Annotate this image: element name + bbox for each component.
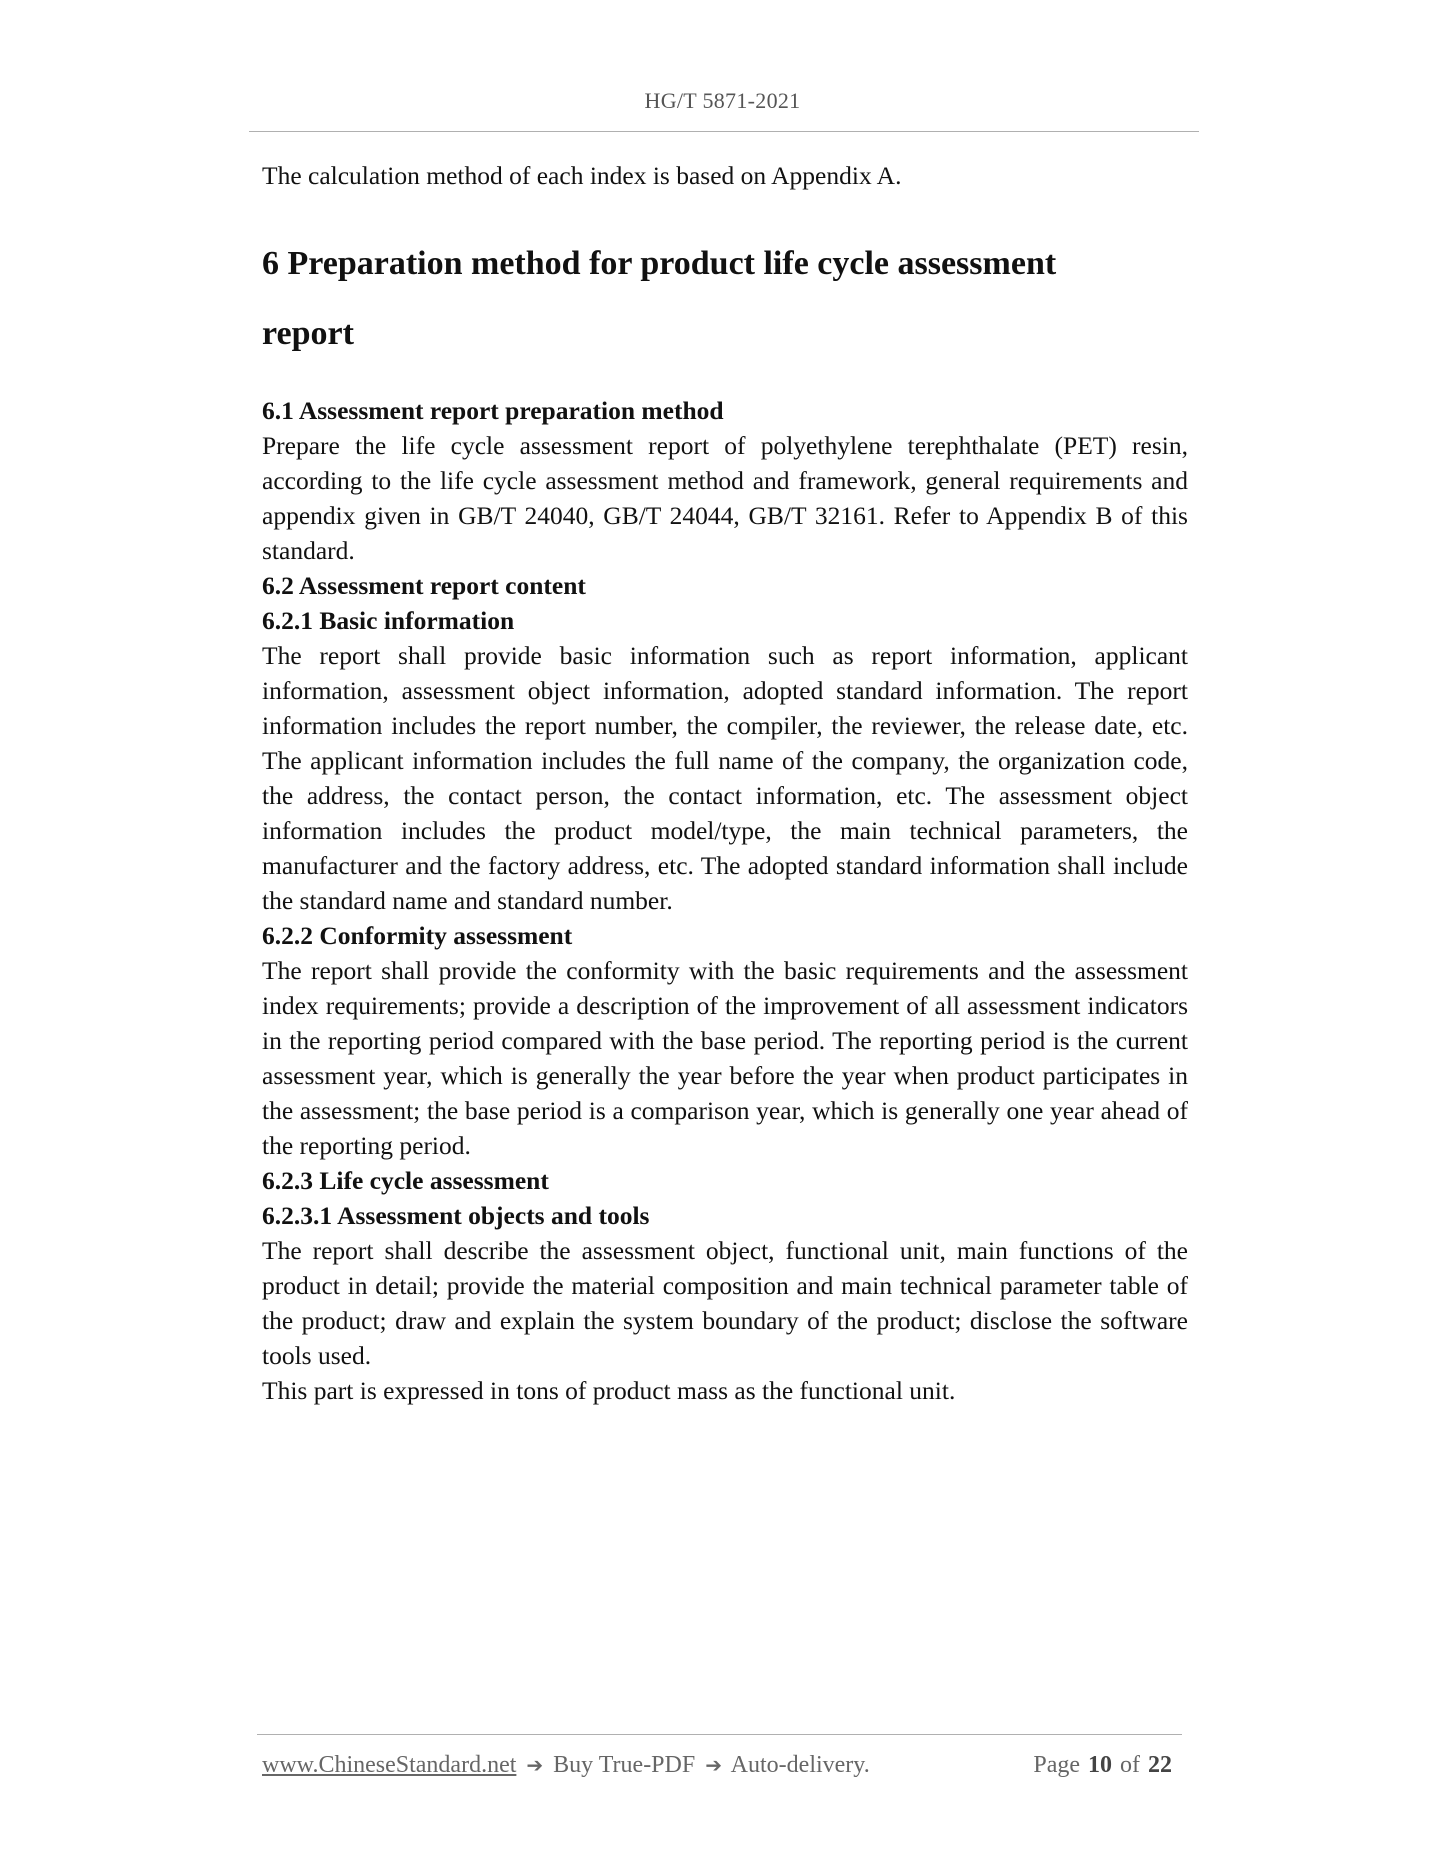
paragraph-6-2-2: The report shall provide the conformity with the basic requirements and the assessment index requirements; provide a description of the improvement of all assessment indicators in the reporting period compared with the base period. The reporting period is the current assessment year, which is generally the year before the year when product participates in the assessment; the base period is a comparison year, which is generally one year ahead of the reporting period.	[262, 956, 1188, 1160]
page-total: 22	[1148, 1752, 1172, 1778]
page-current: 10	[1088, 1752, 1112, 1778]
header-divider	[249, 131, 1199, 132]
delivery-text: Auto-delivery.	[730, 1752, 870, 1778]
section-6-title	[262, 229, 1188, 369]
paragraph-6-2-3-1: The report shall describe the assessment object, functional unit, main functions of the product in detail; provide the material composition and main technical parameter table of the product; draw and explain the system boundary of the product; disclose the software tools used.	[262, 1236, 1188, 1370]
section-6-title-line1: 6 Preparation method for product life cycle assessment	[262, 245, 1057, 282]
page-content	[262, 158, 1188, 1408]
heading-6-2-1: 6.2.1 Basic information	[262, 606, 515, 635]
footer-divider	[257, 1734, 1182, 1735]
footer	[262, 1752, 1180, 1779]
page-label: Page	[1033, 1752, 1080, 1778]
heading-6-2-3-1: 6.2.3.1 Assessment objects and tools	[262, 1201, 650, 1230]
site-link[interactable]: www.ChineseStandard.net	[262, 1752, 517, 1778]
paragraph-6-1: Prepare the life cycle assessment report of polyethylene terephthalate (PET) resin, according to the life cycle assessment method and framework, general requirements and appendix given in GB/T 24040, GB/T 24044, GB/T 32161. Refer to Appendix B of this standard.	[262, 431, 1188, 565]
heading-6-1: 6.1 Assessment report preparation method	[262, 396, 724, 425]
paragraph-6-2-3-1-functional-unit: This part is expressed in tons of product mass as the functional unit.	[262, 1376, 956, 1405]
buy-text: Buy True-PDF	[553, 1752, 696, 1778]
footer-left	[262, 1752, 870, 1779]
right-arrow-icon: ➔	[705, 1753, 722, 1777]
section-6-title-line2: report	[262, 315, 354, 352]
intro-paragraph: The calculation method of each index is based on Appendix A.	[262, 161, 902, 190]
heading-6-2-3: 6.2.3 Life cycle assessment	[262, 1166, 549, 1195]
paragraph-6-2-1: The report shall provide basic information such as report information, applicant information, assessment object information, adopted standard information. The report information includes the report number, the compiler, the reviewer, the release date, etc. The applicant information includes the full name of the company, the organization code, the address, the contact person, the contact information, etc. The assessment object information includes the product model/type, the main technical parameters, the manufacturer and the factory address, etc. The adopted standard information shall include the standard name and standard number.	[262, 641, 1188, 915]
page-of: of	[1120, 1752, 1140, 1778]
running-header: HG/T 5871-2021	[644, 88, 801, 113]
page-indicator	[1033, 1752, 1180, 1779]
right-arrow-icon: ➔	[526, 1753, 544, 1777]
heading-6-2: 6.2 Assessment report content	[262, 571, 586, 600]
heading-6-2-2: 6.2.2 Conformity assessment	[262, 921, 573, 950]
